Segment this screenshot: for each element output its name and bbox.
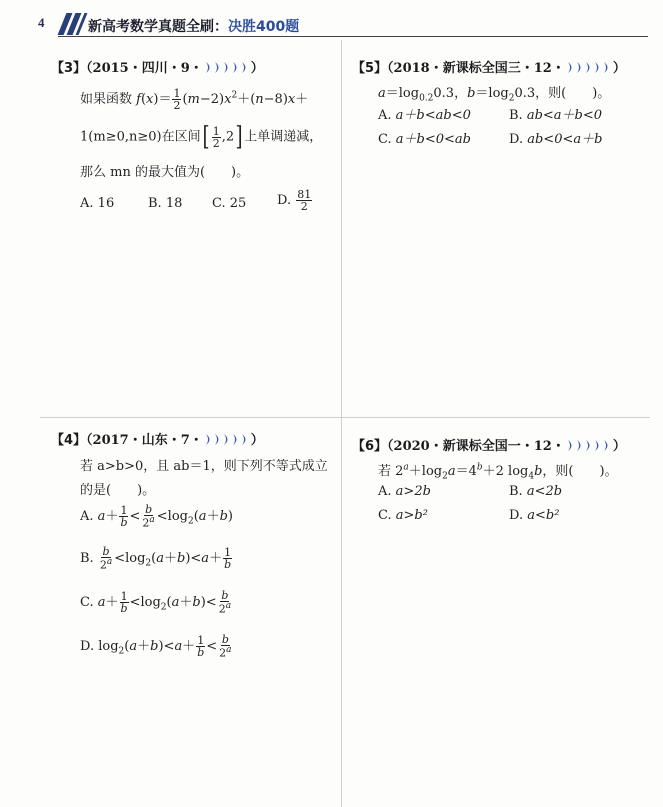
q3-source-end: ） [250,61,264,76]
crescent-icon [595,62,599,73]
q5-source: （2018・新课标全国三・12・ [387,61,565,76]
q4-source: （2017・山东・7・ [86,433,203,448]
crescent-icon [206,62,210,73]
crescent-icon [568,62,572,73]
q6-option-c[interactable]: C. a>b² [378,508,428,523]
q4-line1: 若 a>b>0，且 ab＝1，则下列不等式成立 [80,459,328,474]
q3-header [51,57,264,78]
q5-source-end: ） [612,61,626,76]
crescent-icon [577,440,581,451]
q3-line2-prefix: 1(m≥0,n≥0)在区间 [80,129,201,145]
crescent-icon [206,434,210,445]
row-divider [40,417,650,418]
q5-option-a[interactable]: A. a＋b<ab<0 [378,108,471,123]
fraction: $\frac{1}{2}$ [212,124,220,150]
crescent-icon [568,440,572,451]
q3-line2-suffix: 上单调递减， [244,129,323,145]
q4-number: 【4】 [51,433,87,448]
q6-option-a[interactable]: A. a>2b [378,484,431,499]
crescent-icon [577,62,581,73]
book-title-accent: 决胜400题 [228,19,300,35]
header-rule [58,36,648,37]
crescent-icon [586,62,590,73]
page-number: 4 [38,15,45,30]
q6-option-d[interactable]: D. a<b² [509,508,560,523]
crescent-icon [242,62,246,73]
q3-difficulty [204,61,251,78]
q6-source: （2020・新课标全国一・12・ [387,439,565,454]
q4-option-c[interactable]: C. a＋ $\frac{1}{b}$ $<\log_2(a+b)<$ $\frac{b}{2^a}$ [80,589,232,616]
crescent-icon [215,62,219,73]
q5-header [352,57,626,78]
q3-line2: 1(m≥0,n≥0)在区间[ $\frac{1}{2}$ ,2] 上单调递减， [80,122,323,152]
q3-option-a[interactable]: A. 16 [80,196,115,211]
q4-option-d[interactable]: D. $\log_2(a+b)<a+$ $\frac{1}{b}$ < $\frac{b}{2^a}$ [80,633,232,660]
q6-source-end: ） [612,439,626,454]
crescent-icon [233,434,237,445]
crescent-icon [604,62,608,73]
q4-option-b[interactable]: B. $\frac{b}{2^a}$ $<\log_2(a+b)<a+$ $\frac{1}{b}$ [80,545,232,572]
page-header [0,0,663,40]
fraction: $\frac{1}{2}$ [173,87,181,112]
q6-stem-suffix: ，则( )。 [542,464,618,479]
q5-difficulty [566,61,613,78]
q4-difficulty [204,433,251,450]
column-divider [341,40,342,807]
q3-source: （2015・四川・9・ [86,61,203,76]
q3-line1-prefix: 如果函数 [80,92,133,107]
q4-line2: 的是( )。 [80,483,156,498]
q6-stem: 若 $2^a+\log_2a=4^b+2$ $\log_4b$，则( )。 [378,462,618,482]
book-title-main: 新高考数学真题全刷： [88,19,228,35]
crescent-icon [215,434,219,445]
q6-difficulty [566,439,613,456]
crescent-icon [224,434,228,445]
crescent-icon [604,440,608,451]
q5-stem-suffix: ，则( )。 [535,86,611,101]
q3-line3: 那么 mn 的最大值为( )。 [80,165,250,180]
crescent-icon [233,62,237,73]
q5-option-c[interactable]: C. a＋b<0<ab [378,132,471,147]
q6-header [352,435,626,456]
crescent-icon [224,62,228,73]
q6-option-b[interactable]: B. a<2b [509,484,563,499]
q4-option-a[interactable]: A. a＋ $\frac{1}{b}$ < $\frac{b}{2^a}$ $<\log_2(a+b)$ [80,503,233,530]
q3-option-c[interactable]: C. 25 [212,196,247,211]
book-title [88,16,299,36]
q4-source-end: ） [250,433,264,448]
q3-option-d[interactable]: D. $\frac{81}{2}$ [277,188,312,213]
q3-number: 【3】 [51,61,87,76]
q3-option-b[interactable]: B. 18 [148,196,183,211]
q6-number: 【6】 [352,439,388,454]
crescent-icon [242,434,246,445]
crescent-icon [595,440,599,451]
q3-line1: 如果函数 f(x)＝ $\frac{1}{2}$ $(m-2)x^2+(n-8)x+$ [80,87,309,112]
fraction: $\frac{81}{2}$ [297,188,312,213]
crescent-icon [586,440,590,451]
q5-number: 【5】 [352,61,388,76]
q4-header [51,429,264,450]
q5-option-d[interactable]: D. ab<0<a＋b [509,132,603,147]
q5-stem: $a=\log_{0.2}0.3$，$b=\log_20.3$，则( )。 [378,86,611,104]
q5-option-b[interactable]: B. ab<a＋b<0 [509,108,603,123]
